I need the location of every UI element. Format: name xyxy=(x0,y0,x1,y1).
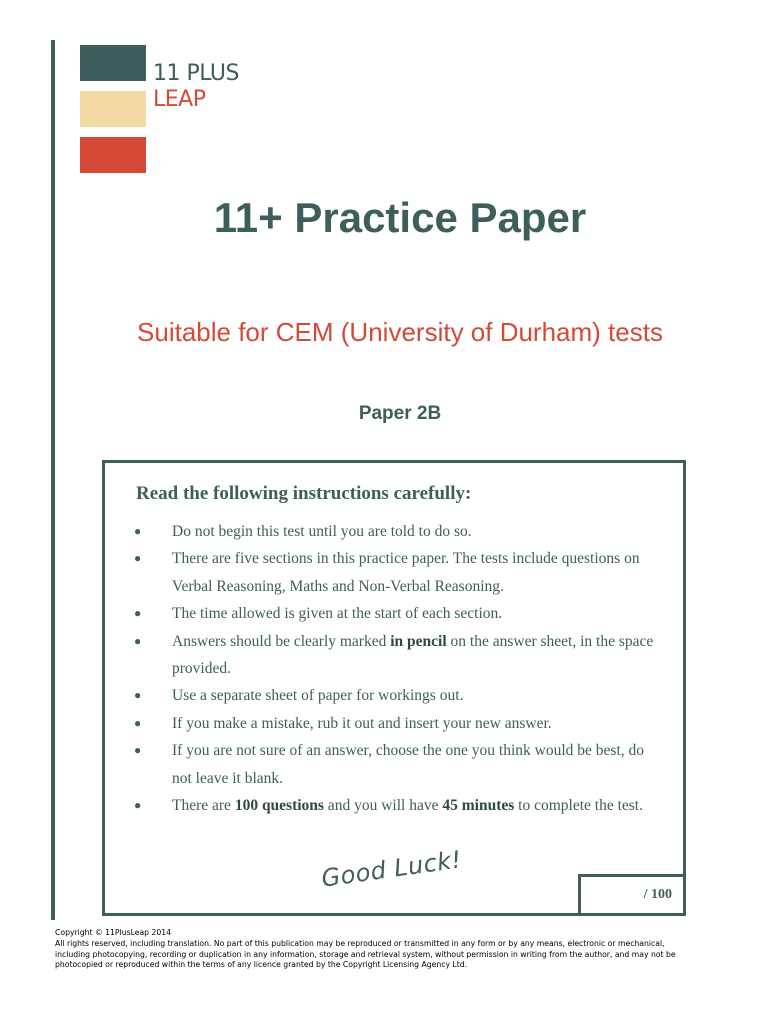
rights-statement: All rights reserved, including translation. No part of this publication may be reproduced or transmitted in any form or by any means, electronic or mechanical, including photocopying, recording or duplication in any information, storage and retrieval system, without permission in writing from the author, and may not be photocopied or reproduced within the terms of any licence granted by the Copyright Licensing Agency Ltd. xyxy=(55,938,676,970)
score-total: / 100 xyxy=(643,887,672,902)
instruction-text: to complete the test. xyxy=(514,797,643,815)
logo-text-line1: 11 PLUS xyxy=(153,61,239,86)
instruction-item xyxy=(134,628,664,683)
bullet-icon: ● xyxy=(134,606,142,621)
bullet-icon: ● xyxy=(134,688,142,703)
instruction-text: If you are not sure of an answer, choose the one you think would be best, do not leave it blank. xyxy=(172,742,645,787)
bullet-icon: ● xyxy=(134,798,142,813)
instruction-item xyxy=(134,792,664,819)
instruction-text: There are xyxy=(172,797,235,815)
instruction-text: and you will have xyxy=(323,797,443,815)
instructions-list xyxy=(134,518,664,819)
copyright-notice xyxy=(55,928,695,971)
instruction-text: on the answer sheet, in the space provided. xyxy=(172,632,654,678)
good-luck-text: Good Luck! xyxy=(319,845,464,893)
bullet-icon: ● xyxy=(134,524,142,538)
instruction-item xyxy=(134,737,664,792)
bullet-icon: ● xyxy=(134,633,142,648)
bullet-icon: ● xyxy=(134,551,142,566)
instructions-heading: Read the following instructions carefully: xyxy=(136,483,472,504)
instruction-text: Answers should be clearly marked xyxy=(172,632,391,650)
subtitle: Suitable for CEM (University of Durham) tests xyxy=(137,317,663,347)
instruction-item xyxy=(134,710,664,737)
instruction-emphasis: 45 minutes xyxy=(442,797,515,815)
instruction-text: The time allowed is given at the start of each section. xyxy=(172,605,503,623)
logo-text-line2: LEAP xyxy=(153,87,206,112)
bullet-icon: ● xyxy=(134,743,142,758)
logo-block-red xyxy=(80,137,146,173)
instruction-text: If you make a mistake, rub it out and insert your new answer. xyxy=(172,714,552,732)
bullet-icon: ● xyxy=(134,715,142,730)
instruction-emphasis: in pencil xyxy=(390,632,447,650)
score-box xyxy=(578,874,684,913)
instruction-item xyxy=(134,600,664,627)
instruction-item xyxy=(134,682,664,709)
logo-block-green xyxy=(80,45,146,81)
page-title: 11+ Practice Paper xyxy=(213,194,587,241)
instructions-box xyxy=(102,460,686,916)
instruction-text: Use a separate sheet of paper for workings out. xyxy=(172,687,464,705)
instruction-text: Do not begin this test until you are told to do so. xyxy=(172,523,472,540)
paper-number: Paper 2B xyxy=(358,403,442,424)
instruction-item xyxy=(134,518,664,545)
instruction-text: There are five sections in this practice paper. The tests include questions on Verbal Reasoning, Maths and Non-Verbal Reasoning. xyxy=(172,550,640,595)
copyright-line: Copyright © 11PlusLeap 2014 xyxy=(55,928,172,937)
logo-block-cream xyxy=(80,91,146,127)
instruction-emphasis: 100 questions xyxy=(234,797,324,815)
instruction-item xyxy=(134,545,664,600)
left-vertical-rule xyxy=(51,40,55,920)
